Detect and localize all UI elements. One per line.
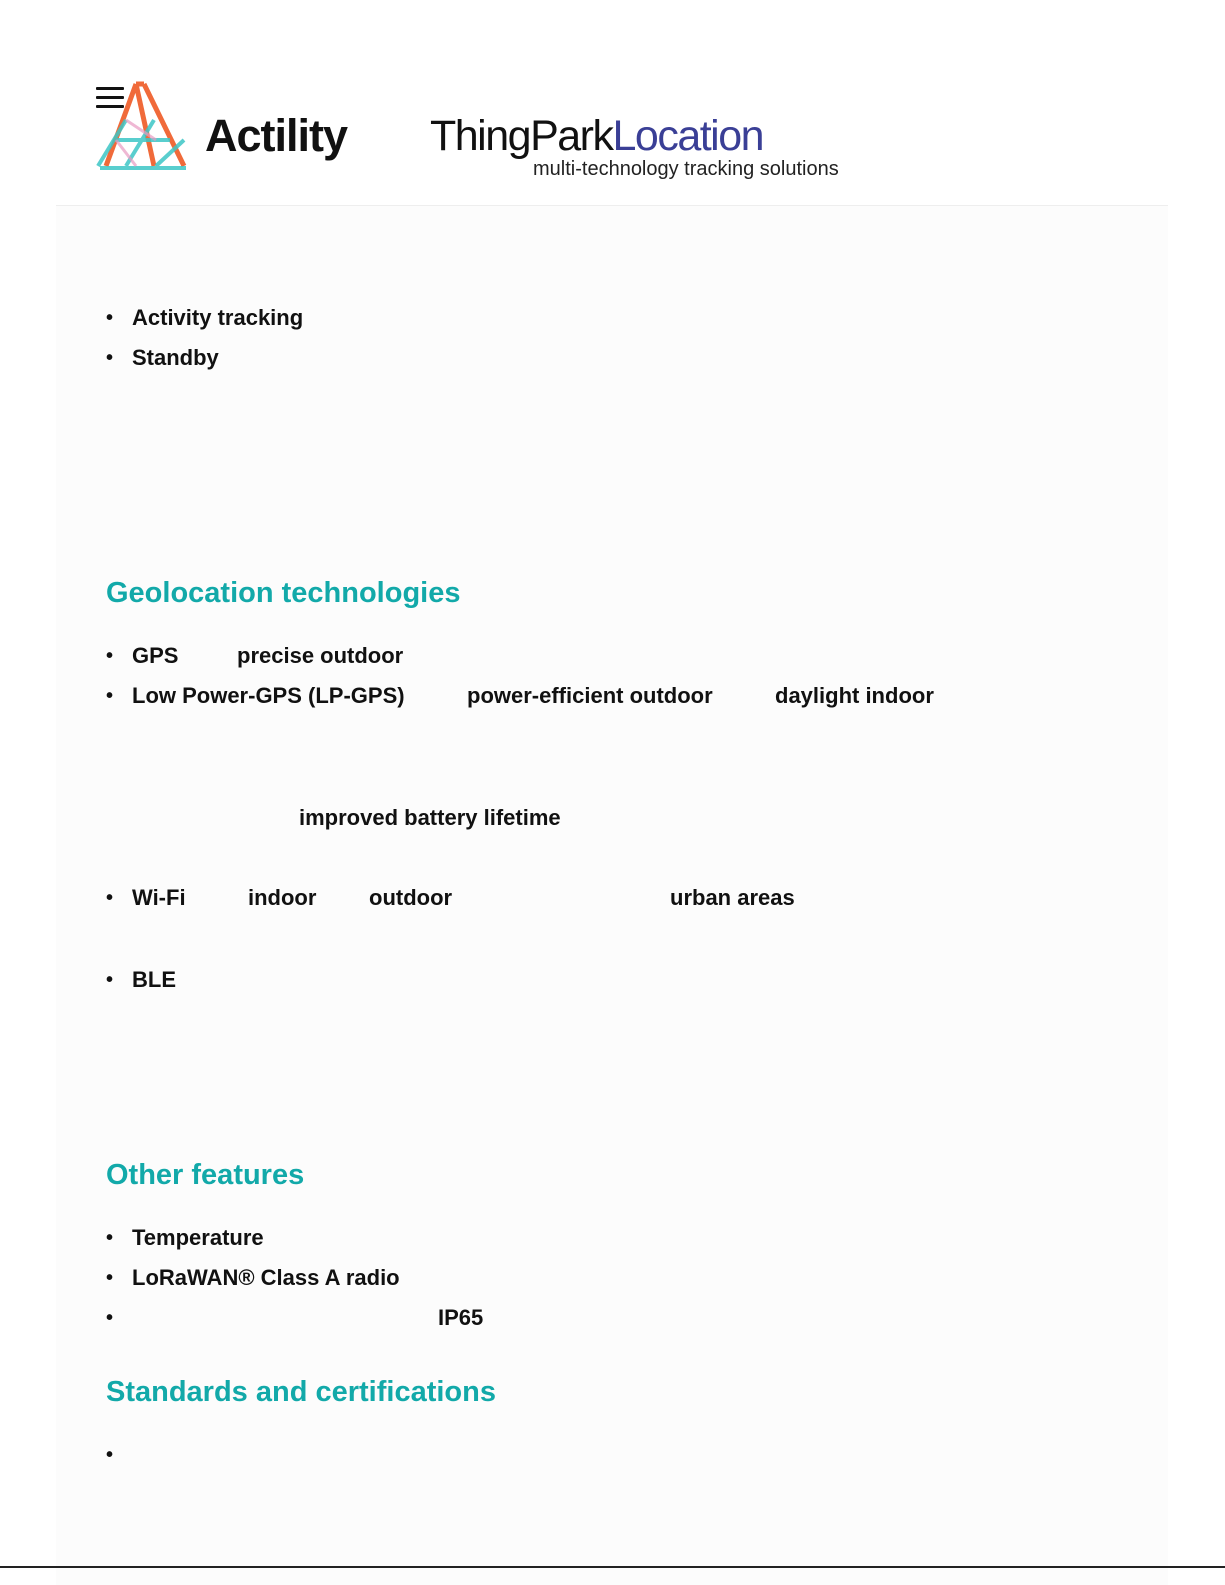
wifi-urban-areas: urban areas [670, 885, 795, 910]
wifi-outdoor: outdoor [369, 885, 453, 910]
wifi-indoor: indoor [248, 885, 317, 910]
section-heading-geolocation: Geolocation technologies [106, 577, 461, 609]
lpgps-power-efficient-outdoor: power-efficient outdoor [467, 683, 713, 708]
section-heading-standards: Standards and certifications [106, 1376, 496, 1408]
page-bottom-border [0, 1566, 1225, 1568]
lpgps-improved-battery: improved battery lifetime [299, 805, 561, 830]
product-tagline: multi-technology tracking solutions [533, 158, 839, 180]
gps-precise-outdoor: precise outdoor [237, 643, 404, 668]
ip-rating: IP65 [438, 1305, 484, 1330]
page-content [56, 0, 1168, 1585]
hamburger-menu-icon[interactable] [96, 87, 124, 111]
brand-name: Actility [205, 110, 348, 161]
product-title-part1: ThingPark [430, 112, 613, 160]
lpgps-daylight-indoor: daylight indoor [775, 683, 934, 708]
product-title [430, 112, 763, 161]
section-heading-other-features: Other features [106, 1159, 305, 1191]
product-title-part2: Location [612, 112, 764, 160]
